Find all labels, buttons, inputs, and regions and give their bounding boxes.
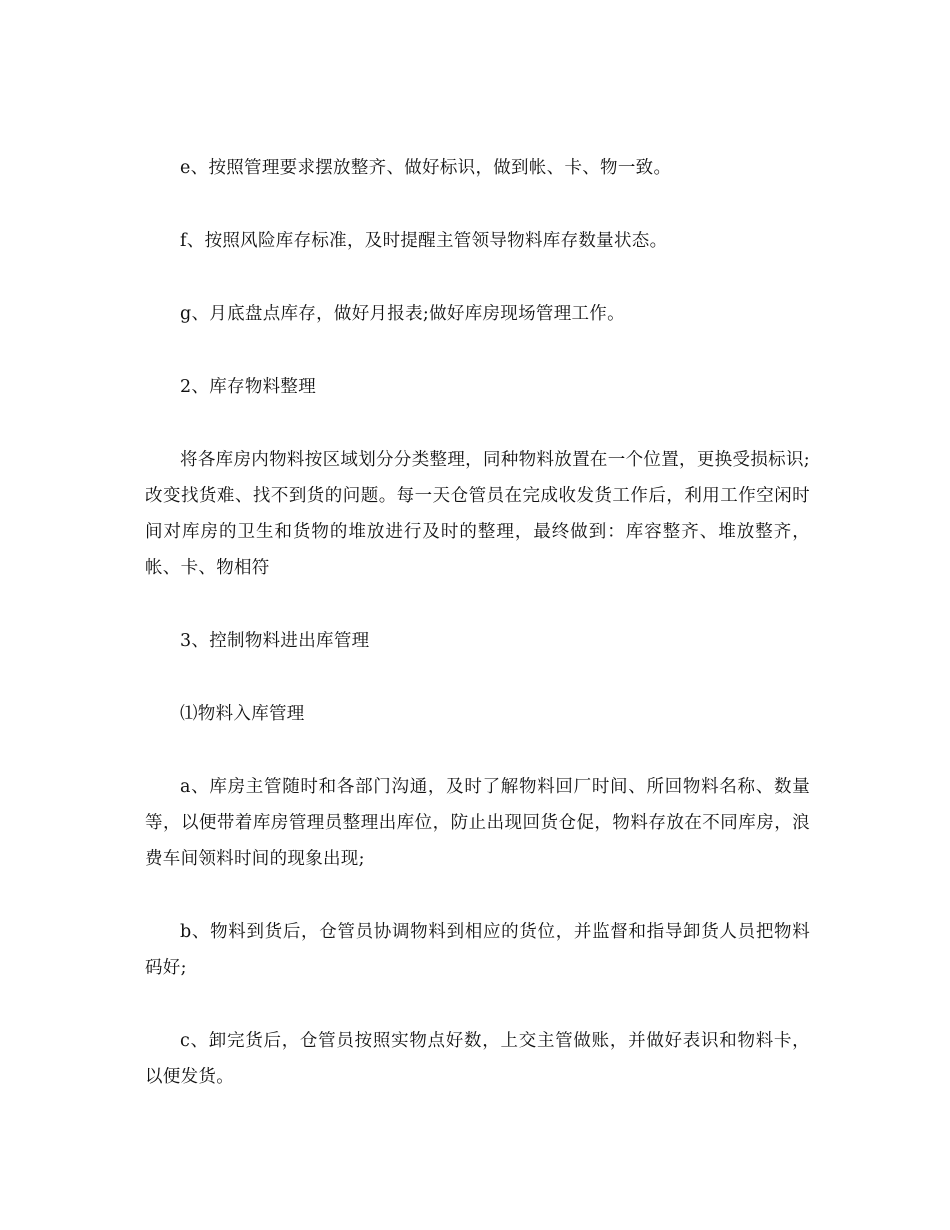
subsection-heading-inbound-management: ⑴物料入库管理 <box>180 704 305 724</box>
paragraph-item-g: g、月底盘点库存，做好月报表;做好库房现场管理工作。 <box>180 304 625 324</box>
section-heading-inventory-organization: 2、库存物料整理 <box>180 377 317 397</box>
paragraph-item-c: c、卸完货后，仓管员按照实物点好数，上交主管做账，并做好表识和物料卡，以便发货。 <box>145 1031 810 1087</box>
document-body <box>145 150 810 1095</box>
paragraph-item-e: e、按照管理要求摆放整齐、做好标识，做到帐、卡、物一致。 <box>180 158 672 178</box>
section-heading-inbound-outbound-control: 3、控制物料进出库管理 <box>180 631 370 651</box>
paragraph-inventory-organization: 将各库房内物料按区域划分分类整理，同种物料放置在一个位置，更换受损标识;改变找货难、找不到货的问题。每一天仓管员在完成收发货工作后，利用工作空闲时间对库房的卫生和货物的堆放进行及时的整理，最终做到：库容整齐、堆放整齐，帐、卡、物相符 <box>145 450 810 578</box>
paragraph-item-f: f、按照风险库存标准，及时提醒主管领导物料库存数量状态。 <box>180 231 668 251</box>
paragraph-item-b: b、物料到货后，仓管员协调物料到相应的货位，并监督和指导卸货人员把物料码好; <box>145 922 810 978</box>
paragraph-item-a: a、库房主管随时和各部门沟通，及时了解物料回厂时间、所回物料名称、数量等，以便带着库房管理员整理出库位，防止出现回货仓促，物料存放在不同库房，浪费车间领料时间的现象出现; <box>145 777 810 869</box>
